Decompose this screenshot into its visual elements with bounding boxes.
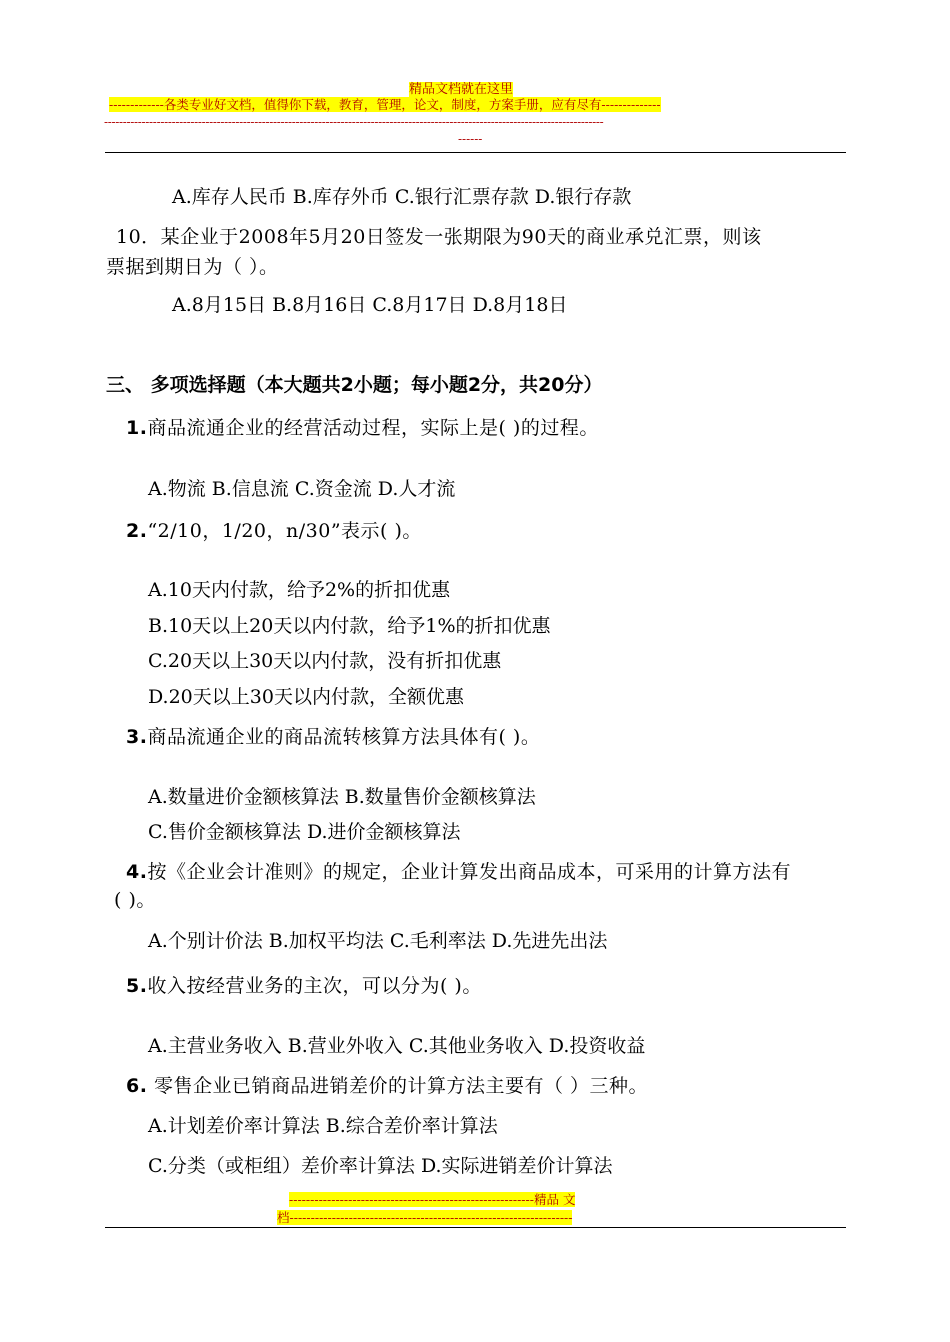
header-dashes: ------------------------------------------------------------------------------------------------------------------------------------- <box>104 115 604 129</box>
q5-options: A.主营业务收入 B.营业外收入 C.其他业务收入 D.投资收益 <box>148 1035 646 1057</box>
q2-option-c: C.20天以上30天以内付款，没有折扣优惠 <box>148 650 502 672</box>
q3-question: 3.商品流通企业的商品流转核算方法具体有( )。 <box>126 726 541 748</box>
q3-options-line1: A.数量进价金额核算法 B.数量售价金额核算法 <box>148 786 536 808</box>
footer-line1: ----------------------------------------------------------精品 文 <box>289 1192 576 1207</box>
q10-text-line2: 票据到期日为（ ）。 <box>106 256 279 278</box>
q2-option-d: D.20天以上30天以内付款，全额优惠 <box>148 686 464 708</box>
q5-question: 5.收入按经营业务的主次，可以分为( )。 <box>126 975 482 997</box>
q4-question: 4.按《企业会计准则》的规定，企业计算发出商品成本，可采用的计算方法有 <box>126 861 791 883</box>
header-tagline: -------------各类专业好文档，值得你下载，教育，管理，论文，制度，方案手册，应有尽有-------------- <box>109 97 661 112</box>
q2-option-b: B.10天以上20天以内付款，给予1%的折扣优惠 <box>148 615 551 637</box>
q4-question-line2: ( )。 <box>114 889 156 911</box>
q6-options-line1: A.计划差价率计算法 B.综合差价率计算法 <box>148 1115 498 1137</box>
q4-options: A.个别计价法 B.加权平均法 C.毛利率法 D.先进先出法 <box>148 930 608 952</box>
header-title: 精品文档就在这里 <box>409 82 514 97</box>
section-title: 三、 多项选择题（本大题共2小题；每小题2分，共20分） <box>106 374 603 396</box>
q3-options-line2: C.售价金额核算法 D.进价金额核算法 <box>148 821 461 843</box>
q1-options: A.物流 B.信息流 C.资金流 D.人才流 <box>148 478 456 500</box>
q6-options-line2: C.分类（或柜组）差价率计算法 D.实际进销差价计算法 <box>148 1155 613 1177</box>
q10-text-line1: 10．某企业于2008年5月20日签发一张期限为90天的商业承兑汇票，则该 <box>116 226 762 248</box>
q10-options: A.8月15日 B.8月16日 C.8月17日 D.8月18日 <box>172 294 568 316</box>
footer-line2: 档------------------------------------------------------------------- <box>277 1210 573 1225</box>
header-dashes-tail: ------ <box>458 132 483 146</box>
q6-question: 6. 零售企业已销商品进销差价的计算方法主要有（ ）三种。 <box>126 1075 649 1097</box>
q9-options: A.库存人民币 B.库存外币 C.银行汇票存款 D.银行存款 <box>172 186 632 208</box>
q1-question: 1.商品流通企业的经营活动过程，实际上是( )的过程。 <box>126 417 599 439</box>
q2-option-a: A.10天内付款，给予2%的折扣优惠 <box>148 579 451 601</box>
footer-rule <box>105 1227 846 1228</box>
q2-question: 2.“2/10，1/20，n/30”表示( )。 <box>126 520 422 542</box>
header-rule <box>105 152 846 153</box>
